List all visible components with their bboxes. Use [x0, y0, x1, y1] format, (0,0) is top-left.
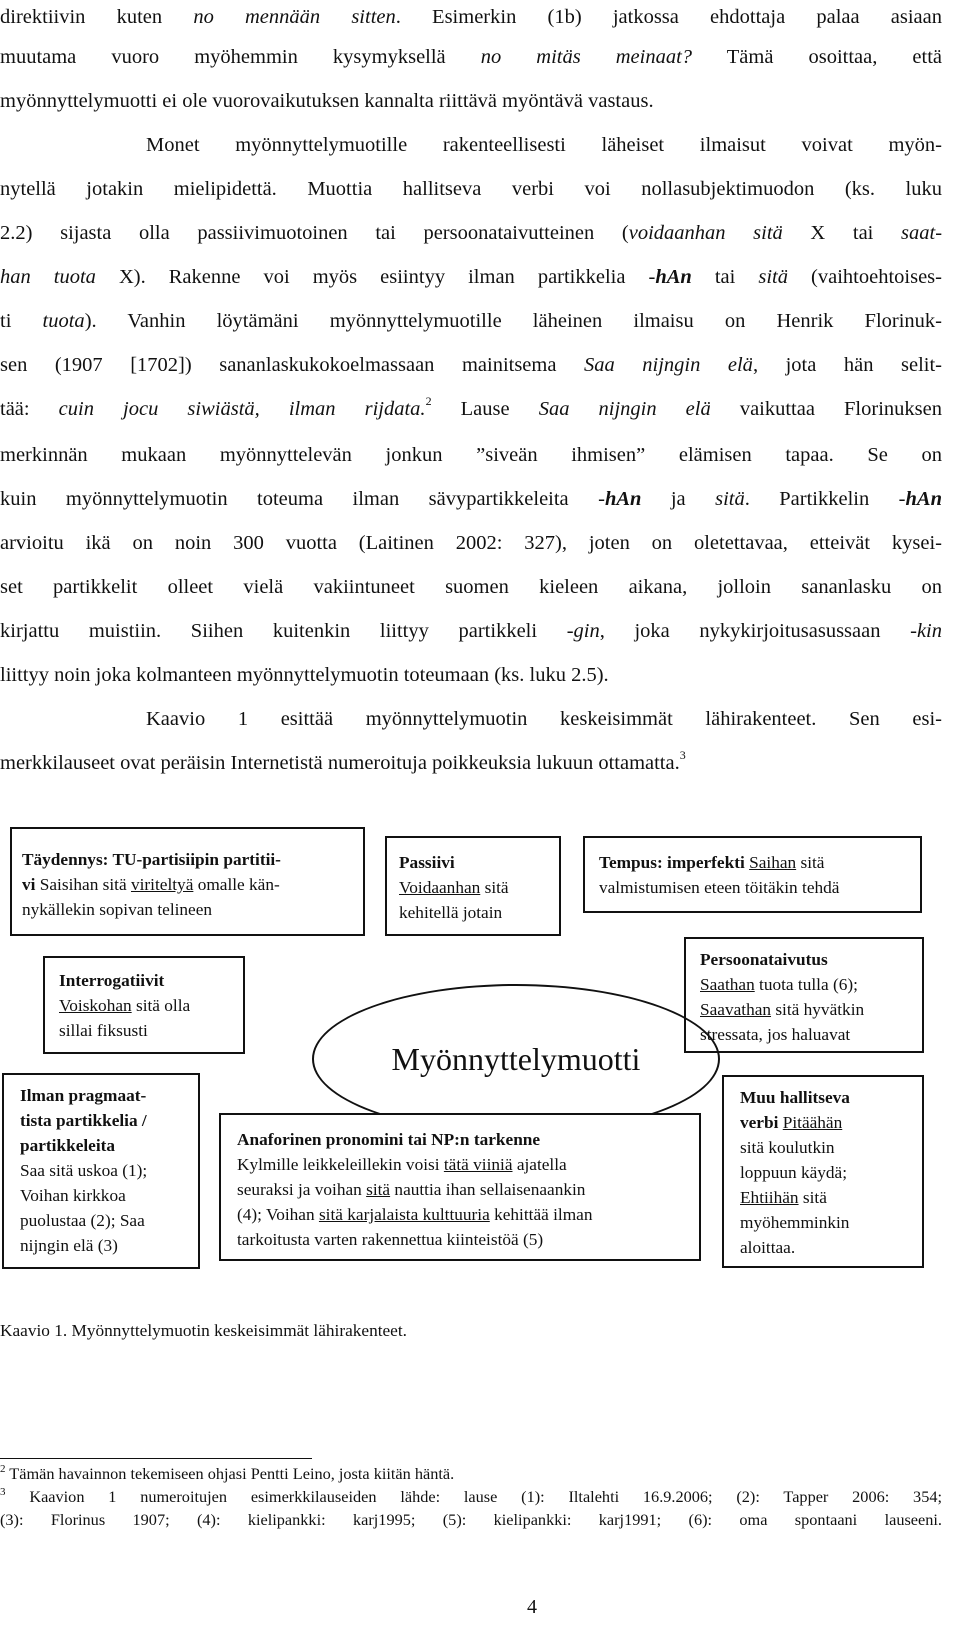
- body-line: myönnyttelymuotti ei ole vuorovaikutuksen kannalta riittävä myöntävä vastaus.: [0, 90, 654, 112]
- body-line: merkinnän mukaan myönnyttelevän jonkun ”siveän ihmisen” elämisen tapaa. Se on: [0, 444, 942, 466]
- taydennys-box: Täydennys: TU-partisiipin partitii- vi Saisihan sitä viriteltyä omalle kän- nykällekin sopivan telineen: [10, 827, 365, 936]
- footnote-3-cont: (3): Florinus 1907; (4): kielipankki: karj1995; (5): kielipankki: karj1991; (6): oma spontaani lauseeni.: [0, 1510, 942, 1529]
- body-line: han tuota X). Rakenne voi myös esiintyy ilman partikkelia -hAn tai sitä (vaihtoehtoises-: [0, 266, 942, 288]
- footnote-ref: 3: [679, 748, 686, 762]
- body-line: 2.2) sijasta olla passiivimuotoinen tai persoonataivutteinen (voidaanhan sitä X tai saat-: [0, 222, 943, 244]
- footnote-3: $^3$ Kaavion 1 numeroitujen esimerkkilauseiden lähde: lause (1): Iltalehti 16.9.2006; (2): Tapper 2006: 354;: [0, 1486, 942, 1506]
- body-line: set partikkelit olleet vielä vakiintuneet suomen kieleen aikana, jolloin sananlasku on: [0, 576, 942, 598]
- muu-verbi-box: Muu hallitseva verbi Pitäähän sitä koulutkin loppuun käydä; Ehtiihän sitä myöhemminkin aloittaa.: [722, 1075, 924, 1268]
- body-line: sen (1907 [1702]) sananlaskukokoelmassaan mainitsema Saa nijngin elä, jota hän selit-: [0, 354, 942, 376]
- footnote-2: $^2$ Tämän havainnon tekemiseen ohjasi Pentti Leino, josta kiitän häntä.: [0, 1463, 455, 1483]
- figure-caption: Kaavio 1. Myönnyttelymuotin keskeisimmät lähirakenteet.: [0, 1321, 407, 1340]
- body-line: kirjattu muistiin. Siihen kuitenkin liittyy partikkeli -gin, joka nykykirjoitusasussaan -kin: [0, 620, 942, 642]
- persoonataivutus-box: Persoonataivutus Saathan tuota tulla (6); Saavathan sitä hyvätkin stressata, jos haluavat: [684, 937, 924, 1053]
- body-line: muutama vuoro myöhemmin kysymyksellä no mitäs meinaat? Tämä osoittaa, että: [0, 46, 943, 68]
- footnote-separator: [0, 1458, 312, 1459]
- body-line: arvioitu ikä on noin 300 vuotta (Laitinen 2002: 327), joten on oletettavaa, etteivät kysei-: [0, 532, 942, 554]
- anaforinen-box: Anaforinen pronomini tai NP:n tarkenne Kylmille leikkeleillekin voisi tätä viiniä ajatella seuraksi ja voihan sitä nauttia ihan sellaisenaankin (4); Voihan sitä karjalaista kulttuuria kehittää ilman tarkoitusta varten rakennettua kiinteistöä (5): [219, 1113, 701, 1261]
- ilman-partikkelia-box: Ilman pragmaat- tista partikkelia / partikkeleita Saa sitä uskoa (1); Voihan kirkkoa puolustaa (2); Saa nijngin elä (3): [2, 1073, 200, 1269]
- body-line: liittyy noin joka kolmanteen myönnyttelymuotin toteumaan (ks. luku 2.5).: [0, 664, 609, 686]
- page-number: 4: [527, 1596, 537, 1618]
- body-line: tää: cuin jocu siwiästä, ilman rijdata.$^2$ Lause Saa nijngin elä vaikuttaa Florinuksen: [0, 394, 942, 420]
- center-ellipse: [312, 984, 720, 1134]
- body-line: kuin myönnyttelymuotin toteuma ilman sävypartikkeleita -hAn ja sitä. Partikkelin -hAn: [0, 488, 942, 510]
- body-line: direktiivin kuten no mennään sitten. Esimerkin (1b) jatkossa ehdottaja palaa asiaan: [0, 6, 942, 28]
- body-line: nytellä jotakin mielipidettä. Muottia hallitseva verbi voi nollasubjektimuodon (ks. luku: [0, 178, 942, 200]
- body-line: Kaavio 1 esittää myönnyttelymuotin keskeisimmät lähirakenteet. Sen esi-: [146, 708, 942, 730]
- tempus-box: Tempus: imperfekti Saihan sitä valmistumisen eteen töitäkin tehdä: [583, 836, 922, 913]
- body-line: merkkilauseet ovat peräisin Internetistä numeroituja poikkeuksia lukuun ottamatta.$^3$: [0, 748, 686, 774]
- passiivi-box: Passiivi Voidaanhan sitä kehitellä jotain: [385, 836, 561, 936]
- footnote-ref: 2: [425, 394, 432, 408]
- body-line: ti tuota). Vanhin löytämäni myönnyttelymuotille läheinen ilmaisu on Henrik Florinuk-: [0, 310, 942, 332]
- interrogatiivit-box: Interrogatiivit Voiskohan sitä olla sillai fiksusti: [43, 956, 245, 1054]
- body-line: Monet myönnyttelymuotille rakenteellisesti läheiset ilmaisut voivat myön-: [146, 134, 942, 156]
- center-label: Myönnyttelymuotti: [391, 1040, 641, 1077]
